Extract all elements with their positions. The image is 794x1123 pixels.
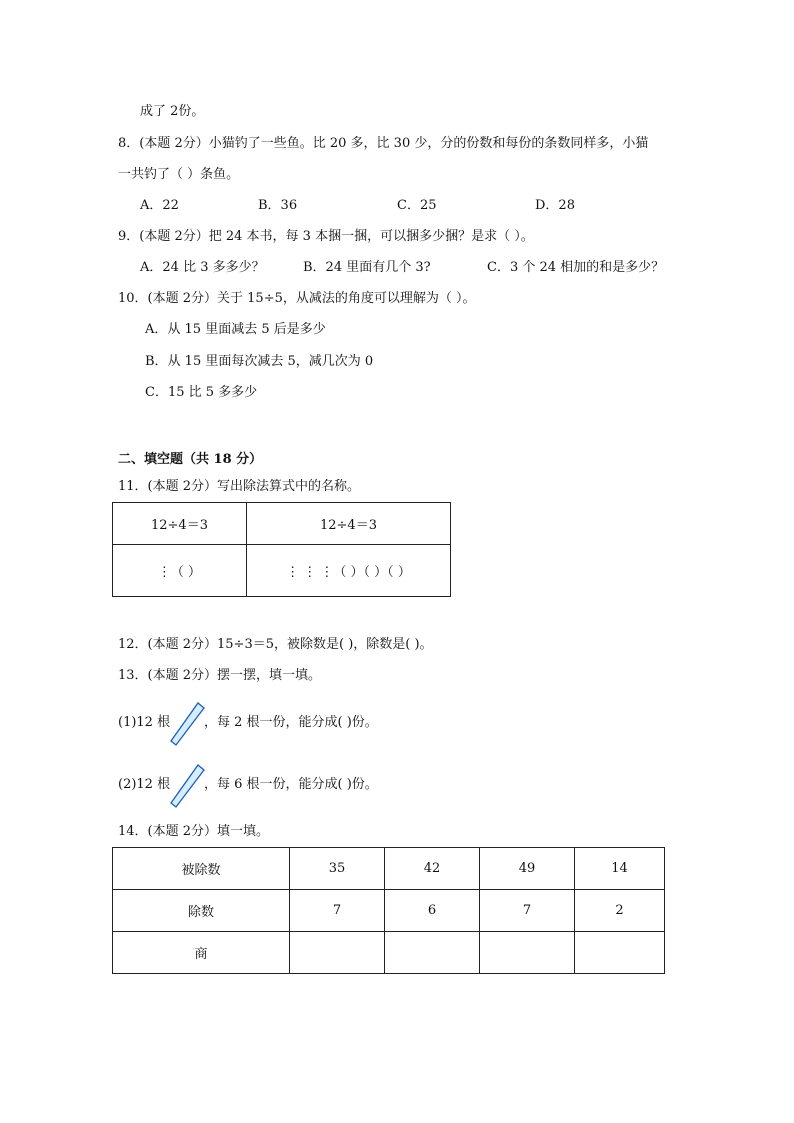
q14-cell: 7 [290, 890, 385, 932]
q11-left-answer: ⋮（ ） [113, 545, 247, 597]
q8-option-d: D．28 [535, 198, 575, 213]
q11-left-expression: 12÷4＝3 [113, 503, 247, 545]
q13-part1-after: ，每 2 根一份，能分成( )份。 [204, 715, 378, 730]
q8-option-a: A．22 [140, 198, 179, 213]
q14-cell: 49 [480, 848, 575, 890]
q12-stem: 12．(本题 2分）15÷3＝5，被除数是( )，除数是( )。 [118, 637, 433, 652]
q14-cell: 6 [385, 890, 480, 932]
q10-option-c: C．15 比 5 多多少 [145, 385, 258, 400]
table-row [113, 890, 665, 932]
q14-table [112, 847, 665, 974]
q7-tail: 成了 2份。 [140, 104, 205, 119]
q11-right-expression: 12÷4＝3 [247, 503, 451, 545]
q14-cell: 42 [385, 848, 480, 890]
table-row [113, 848, 665, 890]
stick-icon [168, 763, 206, 809]
q9-option-b: B．24 里面有几个 3? [303, 260, 431, 275]
q14-answer-cell[interactable] [385, 932, 480, 974]
q14-answer-cell[interactable] [575, 932, 665, 974]
q14-header-divisor: 除数 [113, 890, 290, 932]
q14-cell: 2 [575, 890, 665, 932]
q13-part1-before: (1)12 根 [118, 715, 171, 730]
q14-cell: 7 [480, 890, 575, 932]
q9-stem: 9．(本题 2分）把 24 本书，每 3 本捆一捆，可以捆多少捆？是求（ ）。 [118, 229, 534, 244]
q10-stem: 10．(本题 2分）关于 15÷5，从减法的角度可以理解为（ ）。 [118, 291, 476, 306]
q8-stem-line2: 一共钓了（ ）条鱼。 [118, 167, 240, 182]
q11-right-answer: ⋮ ⋮ ⋮（ ）（ ）（ ） [247, 545, 451, 597]
stick-icon [168, 701, 206, 747]
q14-answer-cell[interactable] [290, 932, 385, 974]
q14-cell: 35 [290, 848, 385, 890]
q8-option-c: C．25 [397, 198, 437, 213]
q11-table [112, 502, 451, 597]
q14-stem: 14．(本题 2分）填一填。 [118, 824, 270, 839]
q14-header-quotient: 商 [113, 932, 290, 974]
q13-part2-after: ，每 6 根一份，能分成( )份。 [204, 777, 378, 792]
section-2-title: 二、填空题（共 18 分） [118, 452, 263, 467]
q9-option-c: C．3 个 24 相加的和是多少？ [487, 260, 665, 275]
q11-stem: 11．(本题 2分）写出除法算式中的名称。 [118, 479, 361, 494]
q13-part2-before: (2)12 根 [118, 777, 171, 792]
q14-header-dividend: 被除数 [113, 848, 290, 890]
table-row [113, 932, 665, 974]
q9-option-a: A．24 比 3 多多少？ [140, 260, 265, 275]
q8-stem-line1: 8．(本题 2分）小猫钓了一些鱼。比 20 多，比 30 少，分的份数和每份的条数同样多，小猫 [118, 136, 649, 151]
q14-cell: 14 [575, 848, 665, 890]
q13-stem: 13．(本题 2分）摆一摆，填一填。 [118, 668, 322, 683]
q10-option-a: A．从 15 里面减去 5 后是多少 [145, 322, 326, 337]
q8-option-b: B．36 [258, 198, 298, 213]
q10-option-b: B．从 15 里面每次减去 5，减几次为 0 [145, 354, 374, 369]
q14-answer-cell[interactable] [480, 932, 575, 974]
